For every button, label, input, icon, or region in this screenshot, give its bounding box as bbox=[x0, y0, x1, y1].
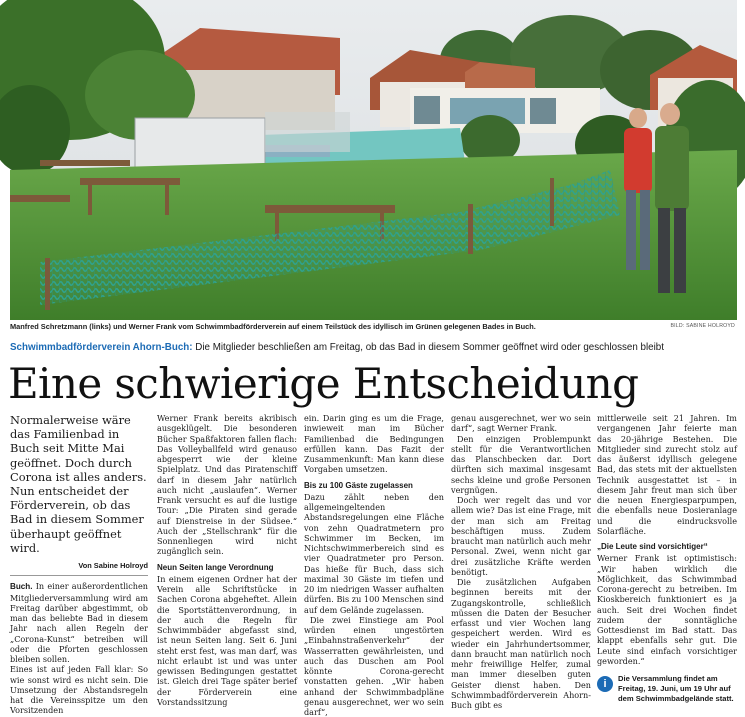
article-lead: Normalerweise wäre das Familienbad in Buch seit Mitte Mai geöffnet. Doch durch Corona ist alles anders. Nun entscheidet der Förderverein, ob das Bad in diesem Sommer überhaupt geöffnet wird. bbox=[10, 413, 147, 555]
paragraph: Die zwei Einstiege am Pool würden einen ungestörten „Einbahnstraßenverkehr“ der Wasserratten gewährleisten, und auch das Duschen am Pool könnte Corona-gerecht vonstatten gehen. „Wir haben anhand der Schwimmbadpläne genau ausgerechnet, wer wo sein darf“, bbox=[304, 614, 444, 717]
info-text: Die Versammlung findet am Freitag, 19. Juni, um 19 Uhr auf dem Schwimmbadgelände statt. bbox=[618, 674, 734, 703]
paragraph: Den einzigen Problempunkt stellt für die Verantwortlichen das Planschbecken dar. Dort dürften sich maximal insgesamt sechs kleine und große Personen vergnügen. bbox=[451, 433, 591, 495]
kicker-text: Die Mitglieder beschließen am Freitag, ob das Bad in diesem Sommer geöffnet wird oder geschlossen bleibt bbox=[192, 342, 664, 353]
paragraph: Dazu zählt neben den allgemeingeltenden Abstandsregelungen eine Fläche von zehn Quadratmetern pro Schwimmer im Becken, im Nichtschwimmerbereich sind es vier Quadratmeter pro Person. Das hieße für Buch, dass sich maximal 30 Gäste im tiefen und 20 im niedrigen Wasser aufhalten dürfen. Bis zu 100 Menschen sind auf dem Gelände zugelassen. bbox=[304, 491, 444, 615]
subheading: „Die Leute sind vorsichtiger“ bbox=[597, 542, 708, 551]
column-5 bbox=[597, 413, 737, 704]
column-4 bbox=[451, 413, 591, 710]
info-box bbox=[597, 674, 737, 704]
kicker-line bbox=[10, 342, 737, 353]
paragraph: In einem eigenen Ordner hat der Verein alle Schriftstücke in Sachen Corona abgeheftet. Allein die Sportstättenverordnung, in der auch die Regeln für Schwimmbäder abgefasst sind, ist neun Seiten lang. Seit 6. Juni steht erst fest, was man darf, was nicht erlaubt ist und was unter gewissen Bedingungen gestattet ist. Gleich drei Tage später berief der Förderverein eine Vorstandssitzung bbox=[157, 573, 297, 707]
paragraph: Doch wer regelt das und vor allem wie? Das ist eine Frage, mit der man sich am Freitag beschäftigen muss. Zudem braucht man natürlich auch mehr Personal. Zwei, wenn nicht gar drei zusätzliche Kräfte werden benötigt. bbox=[451, 495, 591, 577]
paragraph: Eines ist auf jeden Fall klar: So wie sonst wird es nicht sein. Die Umsetzung der Abstandsregeln hat die Vereinsspitze um den Vorsitzenden bbox=[10, 664, 148, 716]
paragraph: Die zusätzlichen Aufgaben beginnen bereits mit der Zugangskontrolle, schließlich müssen die Daten der Besucher erfasst und vier Wochen lang gespeichert werden. Wird es wieder ein Jahrhundertsommer, dann braucht man natürlich noch mehr freiwillige Helfer, zumal man immer dieselben guten Geister dienst haben. Den Schwimmbadförderverein Ahorn-Buch gibt es bbox=[451, 577, 591, 710]
kicker-topic: Schwimmbadförderverein Ahorn-Buch: bbox=[10, 342, 193, 353]
photo-illustration bbox=[10, 0, 737, 320]
byline: Von Sabine Holroyd bbox=[78, 561, 148, 571]
byline-divider bbox=[10, 575, 148, 576]
info-icon: i bbox=[597, 676, 613, 692]
paragraph: mittlerweile seit 21 Jahren. Im vergangenen Jahr feierte man das 20-jährige Bestehen. Die Mitglieder sind zurecht stolz auf das äußerst idyllisch gelegene Bad, das stets mit der aktuellsten Technik ausgestattet ist – in diesem Jahr freut man sich über die neuen Energiesparpumpen, die ebenfalls neue Dosieranlage und die eindrucksvolle Solarfläche. bbox=[597, 413, 737, 536]
subheading: Neun Seiten lange Verordnung bbox=[157, 562, 274, 572]
dateline-place: Buch. bbox=[10, 582, 33, 592]
column-3 bbox=[304, 413, 444, 717]
subheading: Bis zu 100 Gäste zugelassen bbox=[304, 480, 413, 490]
column-2 bbox=[157, 413, 297, 707]
article-photo bbox=[10, 0, 737, 320]
photo-credit: BILD: SABINE HOLROYD bbox=[670, 323, 735, 329]
headline: Eine schwierige Entscheidung bbox=[8, 359, 639, 408]
photo-caption bbox=[10, 322, 737, 336]
paragraph: Werner Frank ist optimistisch: „Wir haben wirklich die Möglichkeit, das Schwimmbad Corona-gerecht zu betreiben. Im Kioskbereich funktioniert es ja auch. Seit drei Wochen findet zudem der sonntägliche Gottesdienst im Bad statt. Das klappt ebenfalls sehr gut. Die Leute sind einfach vorsichtiger geworden.“ bbox=[597, 553, 737, 666]
paragraph: genau ausgerechnet, wer wo sein darf“, sagt Werner Frank. bbox=[451, 413, 591, 434]
paragraph-text: In einer außerordentlichen Mitgliederversammlung wird am Freitag darüber abgestimmt, ob man das beliebte Bad in diesem Jahr nach allen Regeln der „Corona-Kunst“ betreiben will oder die Pforten geschlossen bleiben sollen. bbox=[10, 581, 148, 665]
paragraph: ein. Darin ging es um die Frage, inwieweit man im Bücher Familienbad die Bedingungen erfüllen kann. Das Fazit der Zusammenkunft: Man kann diese Vorgaben umsetzen. bbox=[304, 413, 444, 475]
caption-text: Manfred Schretzmann (links) und Werner Frank vom Schwimmbadförderverein auf einem Teilstück des idyllisch im Grünen gelegenen Bades in Buch. bbox=[10, 322, 536, 331]
paragraph: Werner Frank bereits akribisch ausgeklügelt. Die besonderen Bücher Spaßfaktoren fallen flach: Das Volleyballfeld wird genauso abgesperrt wie der kleine Spielplatz. Und das Piratenschiff darf in diesem Jahr natürlich auch nicht „auslaufen“. Werner Frank versucht es auf die lustige Tour: „Die Piraten sind gerade auf Dienstreise in der Südsee.“ Auch der „Stellschrank“ für die Sonnenliegen wird nicht zugänglich sein. bbox=[157, 413, 297, 557]
column-1 bbox=[10, 413, 148, 716]
paragraph bbox=[10, 581, 148, 664]
